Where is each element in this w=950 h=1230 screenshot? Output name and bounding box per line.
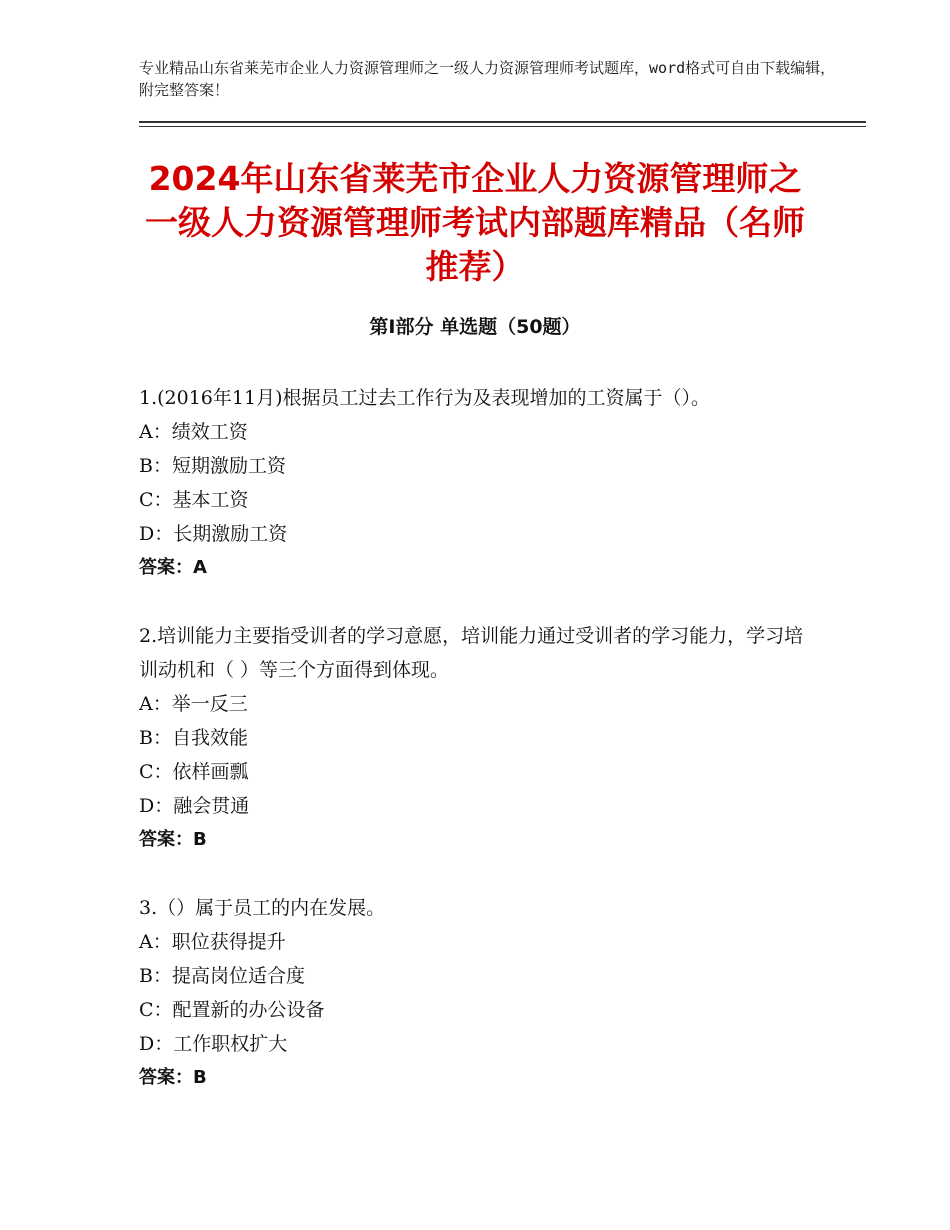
option-a: A：绩效工资 <box>139 421 248 443</box>
option-c: C：基本工资 <box>139 489 249 511</box>
answer: 答案：A <box>139 557 207 578</box>
option-a: A：举一反三 <box>139 693 248 715</box>
option-c: C：配置新的办公设备 <box>139 999 325 1021</box>
question-stem: 1.(2016年11月)根据员工过去工作行为及表现增加的工资属于（）。 <box>139 387 710 409</box>
option-d: D：长期激励工资 <box>139 523 288 545</box>
header-note: 专业精品山东省莱芜市企业人力资源管理师之一级人力资源管理师考试题库，word格式可自由下载编辑，附完整答案！ <box>139 59 836 99</box>
option-d: D：工作职权扩大 <box>139 1033 288 1055</box>
question-3 <box>139 891 811 1095</box>
section-title: 第Ⅰ部分 单选题（50题） <box>369 316 581 338</box>
option-d: D：融会贯通 <box>139 795 250 817</box>
question-stem: 2.培训能力主要指受训者的学习意愿，培训能力通过受训者的学习能力，学习培训动机和（ ）等三个方面得到体现。 <box>139 625 804 681</box>
header-rule-thin <box>139 126 866 127</box>
question-list <box>139 381 811 1129</box>
question-2 <box>139 619 811 857</box>
document-title: 2024年山东省莱芜市企业人力资源管理师之一级人力资源管理师考试内部题库精品（名师推荐） <box>145 159 805 286</box>
question-1 <box>139 381 811 585</box>
header-rule-thick <box>139 121 866 123</box>
option-b: B：自我效能 <box>139 727 248 749</box>
answer: 答案：B <box>139 1067 207 1088</box>
option-a: A：职位获得提升 <box>139 931 286 953</box>
option-b: B：提高岗位适合度 <box>139 965 305 987</box>
option-b: B：短期激励工资 <box>139 455 286 477</box>
answer: 答案：B <box>139 829 207 850</box>
option-c: C：依样画瓢 <box>139 761 249 783</box>
question-stem: 3.（）属于员工的内在发展。 <box>139 897 386 919</box>
